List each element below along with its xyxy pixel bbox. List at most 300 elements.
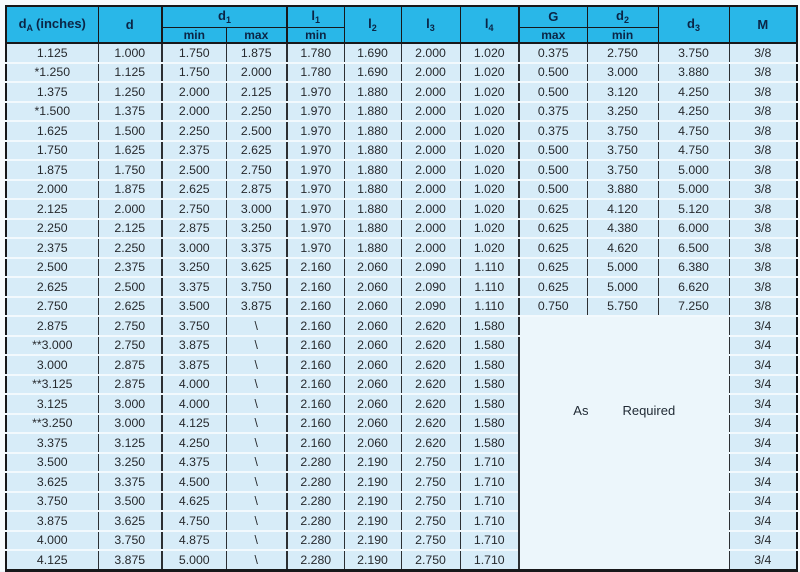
table-cell: 2.875 <box>98 375 162 395</box>
table-cell: 1.970 <box>287 160 344 180</box>
table-cell: 2.620 <box>401 316 460 336</box>
col-header-g: G <box>519 6 587 27</box>
table-cell: 2.000 <box>401 238 460 258</box>
table-cell: 2.000 <box>6 180 98 200</box>
table-cell: 3/4 <box>729 414 797 434</box>
col-header-l2: $l_2$ <box>344 6 401 43</box>
table-cell: 2.280 <box>287 550 344 570</box>
table-cell: 3/4 <box>729 433 797 453</box>
table-cell: 1.020 <box>460 160 519 180</box>
table-cell: 2.250 <box>162 121 226 141</box>
table-cell: \ <box>226 531 287 551</box>
table-cell: 2.280 <box>287 453 344 473</box>
table-cell: 2.250 <box>226 102 287 122</box>
table-cell: 2.750 <box>98 316 162 336</box>
col-header-da: $d_A$ (inches) <box>6 6 98 43</box>
table-cell: 1.710 <box>460 492 519 512</box>
table-cell: 2.060 <box>344 316 401 336</box>
table-cell: 3/8 <box>729 141 797 161</box>
table-cell: 1.020 <box>460 141 519 161</box>
table-cell: 2.750 <box>226 160 287 180</box>
table-cell: 1.375 <box>6 82 98 102</box>
table-cell: 0.625 <box>519 219 587 239</box>
table-cell: 2.190 <box>344 492 401 512</box>
table-cell: 1.710 <box>460 550 519 570</box>
table-cell: 2.500 <box>226 121 287 141</box>
table-cell: 3.625 <box>226 258 287 278</box>
table-cell: 2.620 <box>401 336 460 356</box>
table-cell: 2.090 <box>401 258 460 278</box>
table-cell: 1.020 <box>460 238 519 258</box>
table-cell: 2.250 <box>98 238 162 258</box>
table-cell: 0.375 <box>519 121 587 141</box>
table-cell: 1.580 <box>460 316 519 336</box>
table-cell: 2.090 <box>401 297 460 317</box>
table-cell: 1.710 <box>460 531 519 551</box>
table-cell: 3.250 <box>162 258 226 278</box>
table-cell: 2.500 <box>98 277 162 297</box>
table-cell: 1.625 <box>98 141 162 161</box>
table-cell: 4.000 <box>162 375 226 395</box>
table-cell: 1.000 <box>98 43 162 63</box>
table-cell: 3.625 <box>98 511 162 531</box>
table-cell: 2.750 <box>401 472 460 492</box>
table-cell: 3/4 <box>729 492 797 512</box>
table-cell: 2.250 <box>6 219 98 239</box>
table-cell: 3.000 <box>162 238 226 258</box>
table-cell: 3.750 <box>587 160 658 180</box>
table-cell: 2.750 <box>587 43 658 63</box>
table-cell: 2.000 <box>401 219 460 239</box>
col-subheader-d1-max: max <box>226 27 287 43</box>
table-cell: 2.375 <box>6 238 98 258</box>
table-cell: 1.580 <box>460 433 519 453</box>
table-cell: 1.880 <box>344 82 401 102</box>
table-cell: 2.620 <box>401 394 460 414</box>
table-cell: 1.970 <box>287 102 344 122</box>
table-cell: 2.000 <box>98 199 162 219</box>
table-cell: 1.875 <box>98 180 162 200</box>
table-cell: \ <box>226 433 287 453</box>
table-cell: 1.970 <box>287 219 344 239</box>
table-cell: 3/4 <box>729 375 797 395</box>
table-cell: 1.580 <box>460 375 519 395</box>
table-cell: 4.500 <box>162 472 226 492</box>
table-cell: 3.250 <box>226 219 287 239</box>
table-cell: 0.625 <box>519 258 587 278</box>
table-cell: 3.750 <box>226 277 287 297</box>
table-cell: 2.060 <box>344 433 401 453</box>
table-cell: 3/8 <box>729 199 797 219</box>
table-cell: 0.500 <box>519 63 587 83</box>
table-cell: 6.620 <box>658 277 729 297</box>
table-cell: 3.500 <box>162 297 226 317</box>
table-cell: 1.250 <box>98 82 162 102</box>
table-cell: 2.060 <box>344 375 401 395</box>
table-cell: 2.375 <box>162 141 226 161</box>
col-header-l1: $l_1$ <box>287 6 344 27</box>
table-cell: 3.875 <box>226 297 287 317</box>
table-cell: 4.625 <box>162 492 226 512</box>
table-cell: 2.625 <box>162 180 226 200</box>
table-cell: 2.190 <box>344 453 401 473</box>
table-cell: 3/4 <box>729 472 797 492</box>
table-cell: 3.250 <box>587 102 658 122</box>
table-cell: 1.880 <box>344 141 401 161</box>
table-cell: 1.880 <box>344 199 401 219</box>
table-cell: 2.060 <box>344 277 401 297</box>
table-cell: 2.060 <box>344 258 401 278</box>
table-cell: 1.500 <box>98 121 162 141</box>
table-cell: 0.500 <box>519 141 587 161</box>
table-cell: 4.250 <box>162 433 226 453</box>
table-cell: 5.000 <box>658 180 729 200</box>
table-cell: 1.020 <box>460 219 519 239</box>
table-cell: 3.000 <box>226 199 287 219</box>
table-row <box>6 316 797 336</box>
table-cell: 5.750 <box>587 297 658 317</box>
table-cell: 2.620 <box>401 414 460 434</box>
col-subheader-g-max: max <box>519 27 587 43</box>
table-cell: 2.000 <box>226 63 287 83</box>
table-cell: 3.875 <box>6 511 98 531</box>
table-cell: 1.125 <box>98 63 162 83</box>
table-cell: 1.020 <box>460 180 519 200</box>
table-cell: 2.280 <box>287 492 344 512</box>
table-cell: 2.000 <box>401 141 460 161</box>
table-cell: 1.020 <box>460 43 519 63</box>
table-cell: 3.750 <box>98 531 162 551</box>
table-cell: 2.750 <box>162 199 226 219</box>
table-cell: 3/8 <box>729 63 797 83</box>
table-cell: 2.160 <box>287 414 344 434</box>
table-cell: \ <box>226 394 287 414</box>
table-cell: 2.000 <box>162 82 226 102</box>
table-cell: 3/8 <box>729 297 797 317</box>
table-cell: 2.625 <box>226 141 287 161</box>
table-cell: 3.750 <box>658 43 729 63</box>
as-required-word2: Required <box>622 403 676 419</box>
table-cell: 3.375 <box>226 238 287 258</box>
table-cell: 1.970 <box>287 199 344 219</box>
table-cell: 2.000 <box>162 102 226 122</box>
table-cell: 2.620 <box>401 375 460 395</box>
table-cell: 2.060 <box>344 394 401 414</box>
table-cell: \ <box>226 453 287 473</box>
table-cell: 1.710 <box>460 511 519 531</box>
table-cell: 1.750 <box>162 43 226 63</box>
table-cell: 0.625 <box>519 199 587 219</box>
table-cell: 1.880 <box>344 219 401 239</box>
table-cell: 0.750 <box>519 297 587 317</box>
table-row <box>6 121 797 141</box>
table-cell: 1.750 <box>6 141 98 161</box>
table-cell: 3/8 <box>729 180 797 200</box>
table-cell: 3.875 <box>162 355 226 375</box>
table-cell: 5.000 <box>587 277 658 297</box>
table-cell: 3.125 <box>98 433 162 453</box>
table-cell: 2.500 <box>162 160 226 180</box>
table-cell: 2.280 <box>287 511 344 531</box>
table-cell: 1.970 <box>287 238 344 258</box>
table-cell: 4.250 <box>658 82 729 102</box>
col-subheader-d1-min: min <box>162 27 226 43</box>
table-cell: 4.000 <box>162 394 226 414</box>
table-cell: 2.625 <box>6 277 98 297</box>
table-cell: 1.880 <box>344 238 401 258</box>
table-cell: 2.620 <box>401 355 460 375</box>
table-cell: **3.250 <box>6 414 98 434</box>
table-cell: 3/8 <box>729 219 797 239</box>
table-cell: 1.710 <box>460 472 519 492</box>
table-cell: 4.120 <box>587 199 658 219</box>
col-subheader-d2-min: min <box>587 27 658 43</box>
table-cell: 1.020 <box>460 102 519 122</box>
table-cell: 2.060 <box>344 336 401 356</box>
as-required-word1: As <box>573 403 589 419</box>
table-cell: 1.020 <box>460 82 519 102</box>
table-cell: 2.750 <box>401 453 460 473</box>
table-cell: 2.000 <box>401 102 460 122</box>
table-cell: 2.280 <box>287 531 344 551</box>
table-cell: 3.875 <box>98 550 162 570</box>
table-cell: *1.250 <box>6 63 98 83</box>
table-cell: 3/4 <box>729 550 797 570</box>
table-row <box>6 102 797 122</box>
table-cell: 4.750 <box>162 511 226 531</box>
table-cell: 3.125 <box>6 394 98 414</box>
table-cell: \ <box>226 336 287 356</box>
table-cell: 3/4 <box>729 394 797 414</box>
table-cell: 2.620 <box>401 433 460 453</box>
table-cell: 3.500 <box>98 492 162 512</box>
table-cell: 3/4 <box>729 531 797 551</box>
table-cell: 2.160 <box>287 277 344 297</box>
table-cell: 3.750 <box>587 141 658 161</box>
table-row <box>6 238 797 258</box>
col-header-d1: $d_1$ <box>162 6 287 27</box>
table-cell: 2.160 <box>287 316 344 336</box>
table-cell: 0.500 <box>519 180 587 200</box>
table-cell: 2.000 <box>401 160 460 180</box>
table-cell: 2.625 <box>98 297 162 317</box>
table-cell: 4.620 <box>587 238 658 258</box>
col-header-m: M <box>729 6 797 43</box>
table-cell: 1.970 <box>287 141 344 161</box>
table-cell: 1.880 <box>344 102 401 122</box>
table-cell: 2.000 <box>401 121 460 141</box>
table-cell: 2.160 <box>287 355 344 375</box>
table-cell: 1.020 <box>460 121 519 141</box>
table-cell: 3.375 <box>162 277 226 297</box>
table-row <box>6 180 797 200</box>
table-cell: 5.120 <box>658 199 729 219</box>
table-cell: 1.580 <box>460 355 519 375</box>
table-cell: 3/8 <box>729 160 797 180</box>
table-row <box>6 219 797 239</box>
table-cell: 2.750 <box>401 550 460 570</box>
table-cell: 3/4 <box>729 355 797 375</box>
table-cell: 1.970 <box>287 121 344 141</box>
table-row <box>6 297 797 317</box>
table-cell: 1.970 <box>287 82 344 102</box>
table-cell: 3/8 <box>729 238 797 258</box>
table-cell: 2.750 <box>401 531 460 551</box>
table-cell: \ <box>226 472 287 492</box>
table-cell: \ <box>226 355 287 375</box>
table-cell: 0.375 <box>519 43 587 63</box>
table-cell: 3/8 <box>729 43 797 63</box>
table-cell: \ <box>226 492 287 512</box>
table-cell: 2.125 <box>6 199 98 219</box>
col-header-l3: $l_3$ <box>401 6 460 43</box>
table-cell: 1.580 <box>460 394 519 414</box>
table-cell: 4.380 <box>587 219 658 239</box>
table-cell: 3.000 <box>6 355 98 375</box>
table-cell: 3/4 <box>729 453 797 473</box>
table-cell: 0.500 <box>519 82 587 102</box>
table-cell: 2.160 <box>287 394 344 414</box>
table-cell: 3.750 <box>587 121 658 141</box>
table-cell: 0.375 <box>519 102 587 122</box>
table-row <box>6 141 797 161</box>
table-cell: 1.875 <box>226 43 287 63</box>
table-cell: *1.500 <box>6 102 98 122</box>
table-cell: 2.500 <box>6 258 98 278</box>
table-cell: 3.000 <box>587 63 658 83</box>
table-cell: \ <box>226 375 287 395</box>
table-cell: 4.750 <box>658 121 729 141</box>
table-cell: 2.000 <box>401 199 460 219</box>
table-cell: 0.625 <box>519 277 587 297</box>
table-cell: 1.880 <box>344 121 401 141</box>
table-cell: 2.160 <box>287 433 344 453</box>
table-cell: 3.880 <box>587 180 658 200</box>
table-cell: 1.125 <box>6 43 98 63</box>
table-cell: 3/8 <box>729 277 797 297</box>
table-cell: 2.160 <box>287 375 344 395</box>
table-cell: 2.190 <box>344 531 401 551</box>
table-cell: 2.060 <box>344 297 401 317</box>
table-cell: 2.875 <box>226 180 287 200</box>
table-cell: 3/8 <box>729 102 797 122</box>
table-cell: 1.780 <box>287 63 344 83</box>
col-header-d2: $d_2$ <box>587 6 658 27</box>
table-cell: 1.625 <box>6 121 98 141</box>
table-cell: 2.280 <box>287 472 344 492</box>
table-cell: 3.880 <box>658 63 729 83</box>
table-cell: 1.375 <box>98 102 162 122</box>
as-required-cell <box>519 316 729 570</box>
table-cell: 2.750 <box>6 297 98 317</box>
table-cell: 2.875 <box>162 219 226 239</box>
table-cell: 6.500 <box>658 238 729 258</box>
table-cell: 4.125 <box>162 414 226 434</box>
table-cell: 3/8 <box>729 82 797 102</box>
table-cell: 1.750 <box>98 160 162 180</box>
table-cell: 6.000 <box>658 219 729 239</box>
table-cell: 1.750 <box>162 63 226 83</box>
table-cell: 4.750 <box>658 141 729 161</box>
table-cell: 3.250 <box>98 453 162 473</box>
table-cell: 2.090 <box>401 277 460 297</box>
rod-end-dimensions-table <box>5 5 798 572</box>
table-cell: 2.875 <box>6 316 98 336</box>
col-header-d3: $d_3$ <box>658 6 729 43</box>
table-body <box>6 43 797 570</box>
table-cell: 3/4 <box>729 511 797 531</box>
table-cell: 5.000 <box>658 160 729 180</box>
table-cell: **3.125 <box>6 375 98 395</box>
table-row <box>6 63 797 83</box>
table-cell: 3.375 <box>6 433 98 453</box>
table-cell: 2.060 <box>344 414 401 434</box>
table-cell: 4.125 <box>6 550 98 570</box>
table-cell: 3.625 <box>6 472 98 492</box>
table-cell: 2.190 <box>344 472 401 492</box>
table-cell: 4.375 <box>162 453 226 473</box>
table-cell: 2.160 <box>287 258 344 278</box>
table-cell: 2.160 <box>287 336 344 356</box>
table-cell: 3.750 <box>162 316 226 336</box>
table-cell: 2.190 <box>344 511 401 531</box>
table-cell: 5.000 <box>162 550 226 570</box>
table-cell: 3.000 <box>98 394 162 414</box>
table-cell: 1.020 <box>460 63 519 83</box>
table-row <box>6 160 797 180</box>
table-cell: 2.000 <box>401 43 460 63</box>
table-cell: 3/8 <box>729 258 797 278</box>
table-cell: 1.580 <box>460 336 519 356</box>
table-row <box>6 82 797 102</box>
table-cell: 1.110 <box>460 277 519 297</box>
table-cell: 3.875 <box>162 336 226 356</box>
table-cell: 5.000 <box>587 258 658 278</box>
table-row <box>6 258 797 278</box>
table-cell: 1.710 <box>460 453 519 473</box>
table-cell: 4.000 <box>6 531 98 551</box>
table-cell: 3.120 <box>587 82 658 102</box>
table-cell: 1.580 <box>460 414 519 434</box>
table-cell: 2.000 <box>401 82 460 102</box>
table-cell: 0.625 <box>519 238 587 258</box>
table-cell: 3/8 <box>729 121 797 141</box>
table-cell: 4.250 <box>658 102 729 122</box>
table-cell: 1.020 <box>460 199 519 219</box>
table-cell: 1.970 <box>287 180 344 200</box>
table-cell: 1.780 <box>287 43 344 63</box>
table-cell: 1.110 <box>460 297 519 317</box>
col-subheader-l1-min: min <box>287 27 344 43</box>
table-cell: 1.880 <box>344 160 401 180</box>
table-row <box>6 199 797 219</box>
table-cell: 2.375 <box>98 258 162 278</box>
table-cell: \ <box>226 550 287 570</box>
table-cell: \ <box>226 316 287 336</box>
table-cell: 3.000 <box>98 414 162 434</box>
table-cell: 1.880 <box>344 180 401 200</box>
table-cell: 2.000 <box>401 180 460 200</box>
table-row <box>6 43 797 63</box>
col-header-d: d <box>98 6 162 43</box>
table-cell: 4.875 <box>162 531 226 551</box>
table-cell: 2.060 <box>344 355 401 375</box>
table-cell: 2.125 <box>98 219 162 239</box>
table-cell: 1.110 <box>460 258 519 278</box>
table-cell: 2.875 <box>98 355 162 375</box>
table-cell: 7.250 <box>658 297 729 317</box>
table-cell: 1.875 <box>6 160 98 180</box>
